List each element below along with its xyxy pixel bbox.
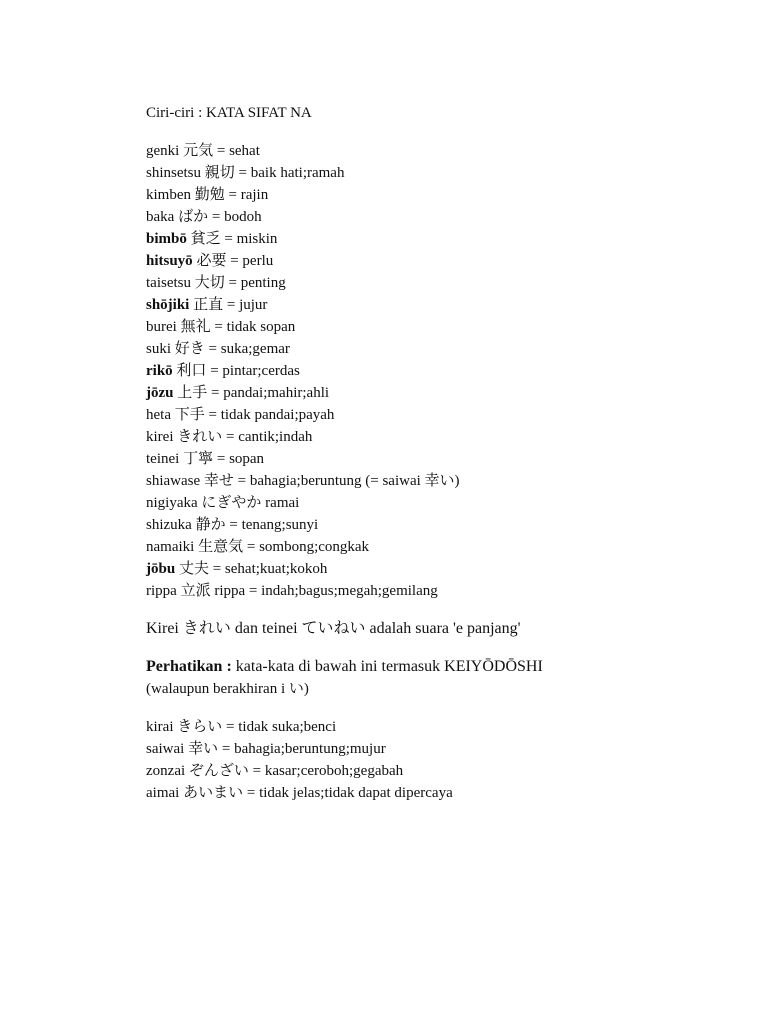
vocab-entry: saiwai 幸い = bahagia;beruntung;mujur [146, 741, 386, 757]
vocab-kana: 必要 [196, 253, 227, 269]
vocab-entry: kirai きらい = tidak suka;benci [146, 719, 337, 735]
vocab-romaji: kirei [146, 429, 174, 445]
vocab-entry [146, 492, 746, 514]
perhatikan-note [146, 656, 746, 678]
vocab-kana: きれい [177, 429, 223, 445]
vocab-entry: baka ばか = bodoh [146, 209, 262, 225]
vocab-kana: 正直 [193, 297, 224, 313]
vocab-romaji: shinsetsu [146, 165, 202, 181]
vocab-entry: jōbu 丈夫 = sehat;kuat;kokoh [146, 561, 328, 577]
vocab-kana: 貧乏 [190, 231, 221, 247]
vocab-meaning: sombong;congkak [259, 539, 370, 555]
vocab-meaning: rajin [240, 187, 269, 203]
vocab-entry: teinei 丁寧 = sopan [146, 451, 265, 467]
vocab-kana: あいまい [183, 785, 244, 801]
vocab-entry: zonzai ぞんざい = kasar;ceroboh;gegabah [146, 763, 404, 779]
vocab-meaning: bahagia;beruntung;mujur [234, 741, 386, 757]
vocab-entry: genki 元気 = sehat [146, 143, 260, 159]
vocab-kana: 幸せ [203, 473, 234, 489]
vocab-kana: 好き [174, 341, 205, 357]
vocab-romaji: jōbu [146, 561, 176, 577]
vocab-entry: aimai あいまい = tidak jelas;tidak dapat dipercaya [146, 785, 453, 801]
perhatikan-subnote: (walaupun berakhiran i い) [146, 681, 309, 697]
page-title: Ciri-ciri : KATA SIFAT NA [146, 105, 312, 121]
vocab-romaji: shizuka [146, 517, 192, 533]
vocab-meaning: tenang;sunyi [241, 517, 319, 533]
vocab-meaning: suka;gemar [220, 341, 290, 357]
vocab-meaning: jujur [239, 297, 268, 313]
vocab-meaning: pintar;cerdas [222, 363, 300, 379]
vocab-romaji: genki [146, 143, 180, 159]
vocab-romaji: rikō [146, 363, 173, 379]
vocab-meaning: perlu [242, 253, 274, 269]
perhatikan-text: kata-kata di bawah ini termasuk KEIYŌDŌSHI [231, 658, 543, 675]
vocab-entry: hitsuyō 必要 = perlu [146, 253, 274, 269]
vocab-kana: にぎやか [201, 495, 262, 511]
vocab-romaji: saiwai [146, 741, 185, 757]
vocab-entry: shōjiki 正直 = jujur [146, 297, 268, 313]
vocab-romaji: shiawase [146, 473, 201, 489]
vocab-meaning: sehat;kuat;kokoh [224, 561, 328, 577]
vocab-list [146, 140, 746, 602]
vocab-meaning: cantik;indah [238, 429, 313, 445]
vocab-meaning: tidak jelas;tidak dapat dipercaya [259, 785, 453, 801]
vocab-meaning: bahagia;beruntung (= saiwai 幸い) [249, 473, 460, 489]
vocab-kana: 大切 [194, 275, 225, 291]
vocab-kana: 丁寧 [183, 451, 214, 467]
vocab-kana: 無礼 [180, 319, 211, 335]
vocab-romaji: kirai [146, 719, 174, 735]
vocab-meaning: indah;bagus;megah;gemilang [261, 583, 438, 599]
vocab-entry: kimben 勤勉 = rajin [146, 187, 269, 203]
vocab-kana: 静か [195, 517, 226, 533]
vocab-romaji: shōjiki [146, 297, 190, 313]
vocab-kana: 親切 [204, 165, 235, 181]
vocab-meaning: kasar;ceroboh;gegabah [264, 763, 404, 779]
vocab-entry: jōzu 上手 = pandai;mahir;ahli [146, 385, 330, 401]
vocab-entry: shinsetsu 親切 = baik hati;ramah [146, 165, 345, 181]
vocab-entry: namaiki 生意気 = sombong;congkak [146, 539, 370, 555]
exception-list [146, 716, 746, 804]
vocab-kana: 元気 [183, 143, 214, 159]
vocab-kana: 生意気 [198, 539, 244, 555]
vocab-entry: shizuka 静か = tenang;sunyi [146, 517, 319, 533]
vocab-kana: 下手 [174, 407, 205, 423]
vocab-romaji: hitsuyō [146, 253, 193, 269]
vocab-romaji: suki [146, 341, 172, 357]
vocab-kana: 立派 rippa [180, 583, 246, 599]
vocab-meaning: bodoh [224, 209, 262, 225]
vocab-romaji: teinei [146, 451, 180, 467]
vocab-kana: きらい [177, 719, 223, 735]
vocab-romaji: zonzai [146, 763, 186, 779]
vocab-kana: 利口 [176, 363, 207, 379]
vocab-meaning: pandai;mahir;ahli [223, 385, 330, 401]
vocab-meaning: sopan [229, 451, 265, 467]
vocab-romaji: bimbō [146, 231, 187, 247]
vocab-romaji: namaiki [146, 539, 195, 555]
vocab-meaning: tidak suka;benci [238, 719, 337, 735]
vocab-romaji: jōzu [146, 385, 174, 401]
vocab-entry: rippa 立派 rippa = indah;bagus;megah;gemilang [146, 583, 438, 599]
vocab-entry: bimbō 貧乏 = miskin [146, 231, 278, 247]
document-page [146, 102, 746, 804]
vocab-entry: rikō 利口 = pintar;cerdas [146, 363, 300, 379]
vocab-kana: ぞんざい [188, 763, 249, 779]
vocab-meaning: sehat [229, 143, 260, 159]
vocab-romaji: baka [146, 209, 175, 225]
vocab-romaji: taisetsu [146, 275, 191, 291]
vocab-entry: heta 下手 = tidak pandai;payah [146, 407, 335, 423]
vocab-romaji: rippa [146, 583, 177, 599]
vocab-romaji: nigiyaka [146, 495, 198, 511]
vocab-kana: 丈夫 [178, 561, 209, 577]
vocab-romaji: kimben [146, 187, 191, 203]
vocab-romaji: burei [146, 319, 177, 335]
vocab-entry: suki 好き = suka;gemar [146, 341, 290, 357]
vocab-meaning: ramai [265, 495, 300, 511]
vocab-kana: ばか [178, 209, 209, 225]
vocab-romaji: aimai [146, 785, 180, 801]
vocab-romaji: heta [146, 407, 171, 423]
kirei-note: Kirei きれい dan teinei ていねい adalah suara 'e panjang' [146, 620, 521, 637]
vocab-meaning: tidak pandai;payah [220, 407, 335, 423]
vocab-meaning: tidak sopan [226, 319, 296, 335]
vocab-kana: 幸い [188, 741, 219, 757]
vocab-kana: 上手 [177, 385, 208, 401]
perhatikan-label: Perhatikan : [146, 658, 232, 675]
vocab-kana: 勤勉 [194, 187, 225, 203]
vocab-entry: taisetsu 大切 = penting [146, 275, 286, 291]
vocab-meaning: baik hati;ramah [250, 165, 345, 181]
vocab-entry: burei 無礼 = tidak sopan [146, 319, 296, 335]
vocab-entry: kirei きれい = cantik;indah [146, 429, 313, 445]
vocab-meaning: miskin [236, 231, 278, 247]
vocab-meaning: penting [240, 275, 286, 291]
vocab-entry: shiawase 幸せ = bahagia;beruntung (= saiwai 幸い) [146, 473, 460, 489]
